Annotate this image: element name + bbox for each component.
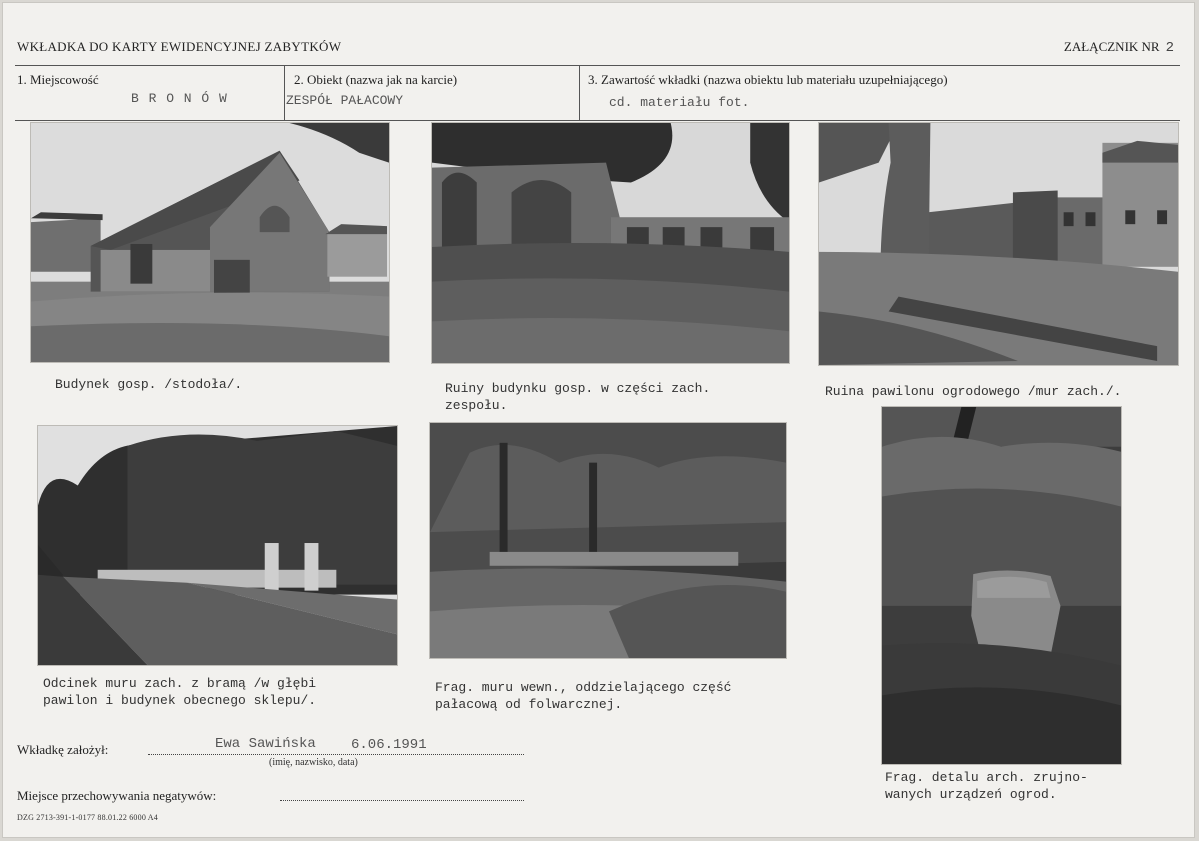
caption-inner-wall: Frag. muru wewn., oddzielającego część pałacową od folwarcznej.	[435, 680, 732, 712]
annex-number: 2	[1165, 40, 1174, 56]
header-rule-top	[15, 65, 1180, 66]
caption-pavilion-ruin: Ruina pawilonu ogrodowego /mur zach./.	[825, 384, 1122, 399]
photo-pavilion-ruin	[818, 122, 1179, 366]
photo-barn	[30, 122, 390, 363]
caption-wall-gate: Odcinek muru zach. z bramą /w głębi pawilon i budynek obecnego sklepu/.	[43, 676, 317, 708]
header-rule-bottom	[15, 120, 1180, 121]
photo-garden-detail	[881, 406, 1122, 765]
place-value: B R O N Ó W	[131, 91, 228, 106]
storage-label: Miejsce przechowywania negatywów:	[17, 788, 217, 803]
storage-dotted-line	[280, 800, 524, 801]
caption-ruins: Ruiny budynku gosp. w części zach. zespołu.	[445, 381, 711, 413]
header-divider-2	[579, 65, 580, 121]
object-label: 2. Obiekt (nazwa jak na karcie)	[294, 72, 458, 87]
header-divider-1	[284, 65, 285, 121]
place-label: 1. Miejscowość	[17, 72, 99, 87]
annex-label	[1064, 39, 1174, 56]
content-label: 3. Zawartość wkładki (nazwa obiektu lub materiału uzupełniającego)	[588, 72, 948, 87]
caption-garden-detail: Frag. detalu arch. zrujno- wanych urządzeń ogrod.	[885, 770, 1088, 802]
author-date: 6.06.1991	[351, 737, 427, 753]
author-hint: (imię, nazwisko, data)	[269, 757, 358, 768]
sheet-title: WKŁADKA DO KARTY EWIDENCYJNEJ ZABYTKÓW	[17, 39, 342, 54]
print-code: DZG 2713-391-1-0177 88.01.22 6000 A4	[17, 813, 158, 822]
photo-wall-gate	[37, 425, 398, 666]
content-value: cd. materiału fot.	[609, 95, 750, 110]
photo-inner-wall	[429, 422, 787, 659]
inventory-sheet	[2, 2, 1195, 838]
author-dotted-line	[148, 754, 524, 755]
author-label: Wkładkę założył:	[17, 742, 109, 757]
annex-label-text: ZAŁĄCZNIK NR	[1063, 39, 1160, 54]
caption-barn: Budynek gosp. /stodoła/.	[55, 377, 243, 392]
photo-ruins	[431, 122, 790, 364]
object-value: ZESPÓŁ PAŁACOWY	[286, 93, 404, 108]
author-name: Ewa Sawińska	[215, 736, 316, 752]
